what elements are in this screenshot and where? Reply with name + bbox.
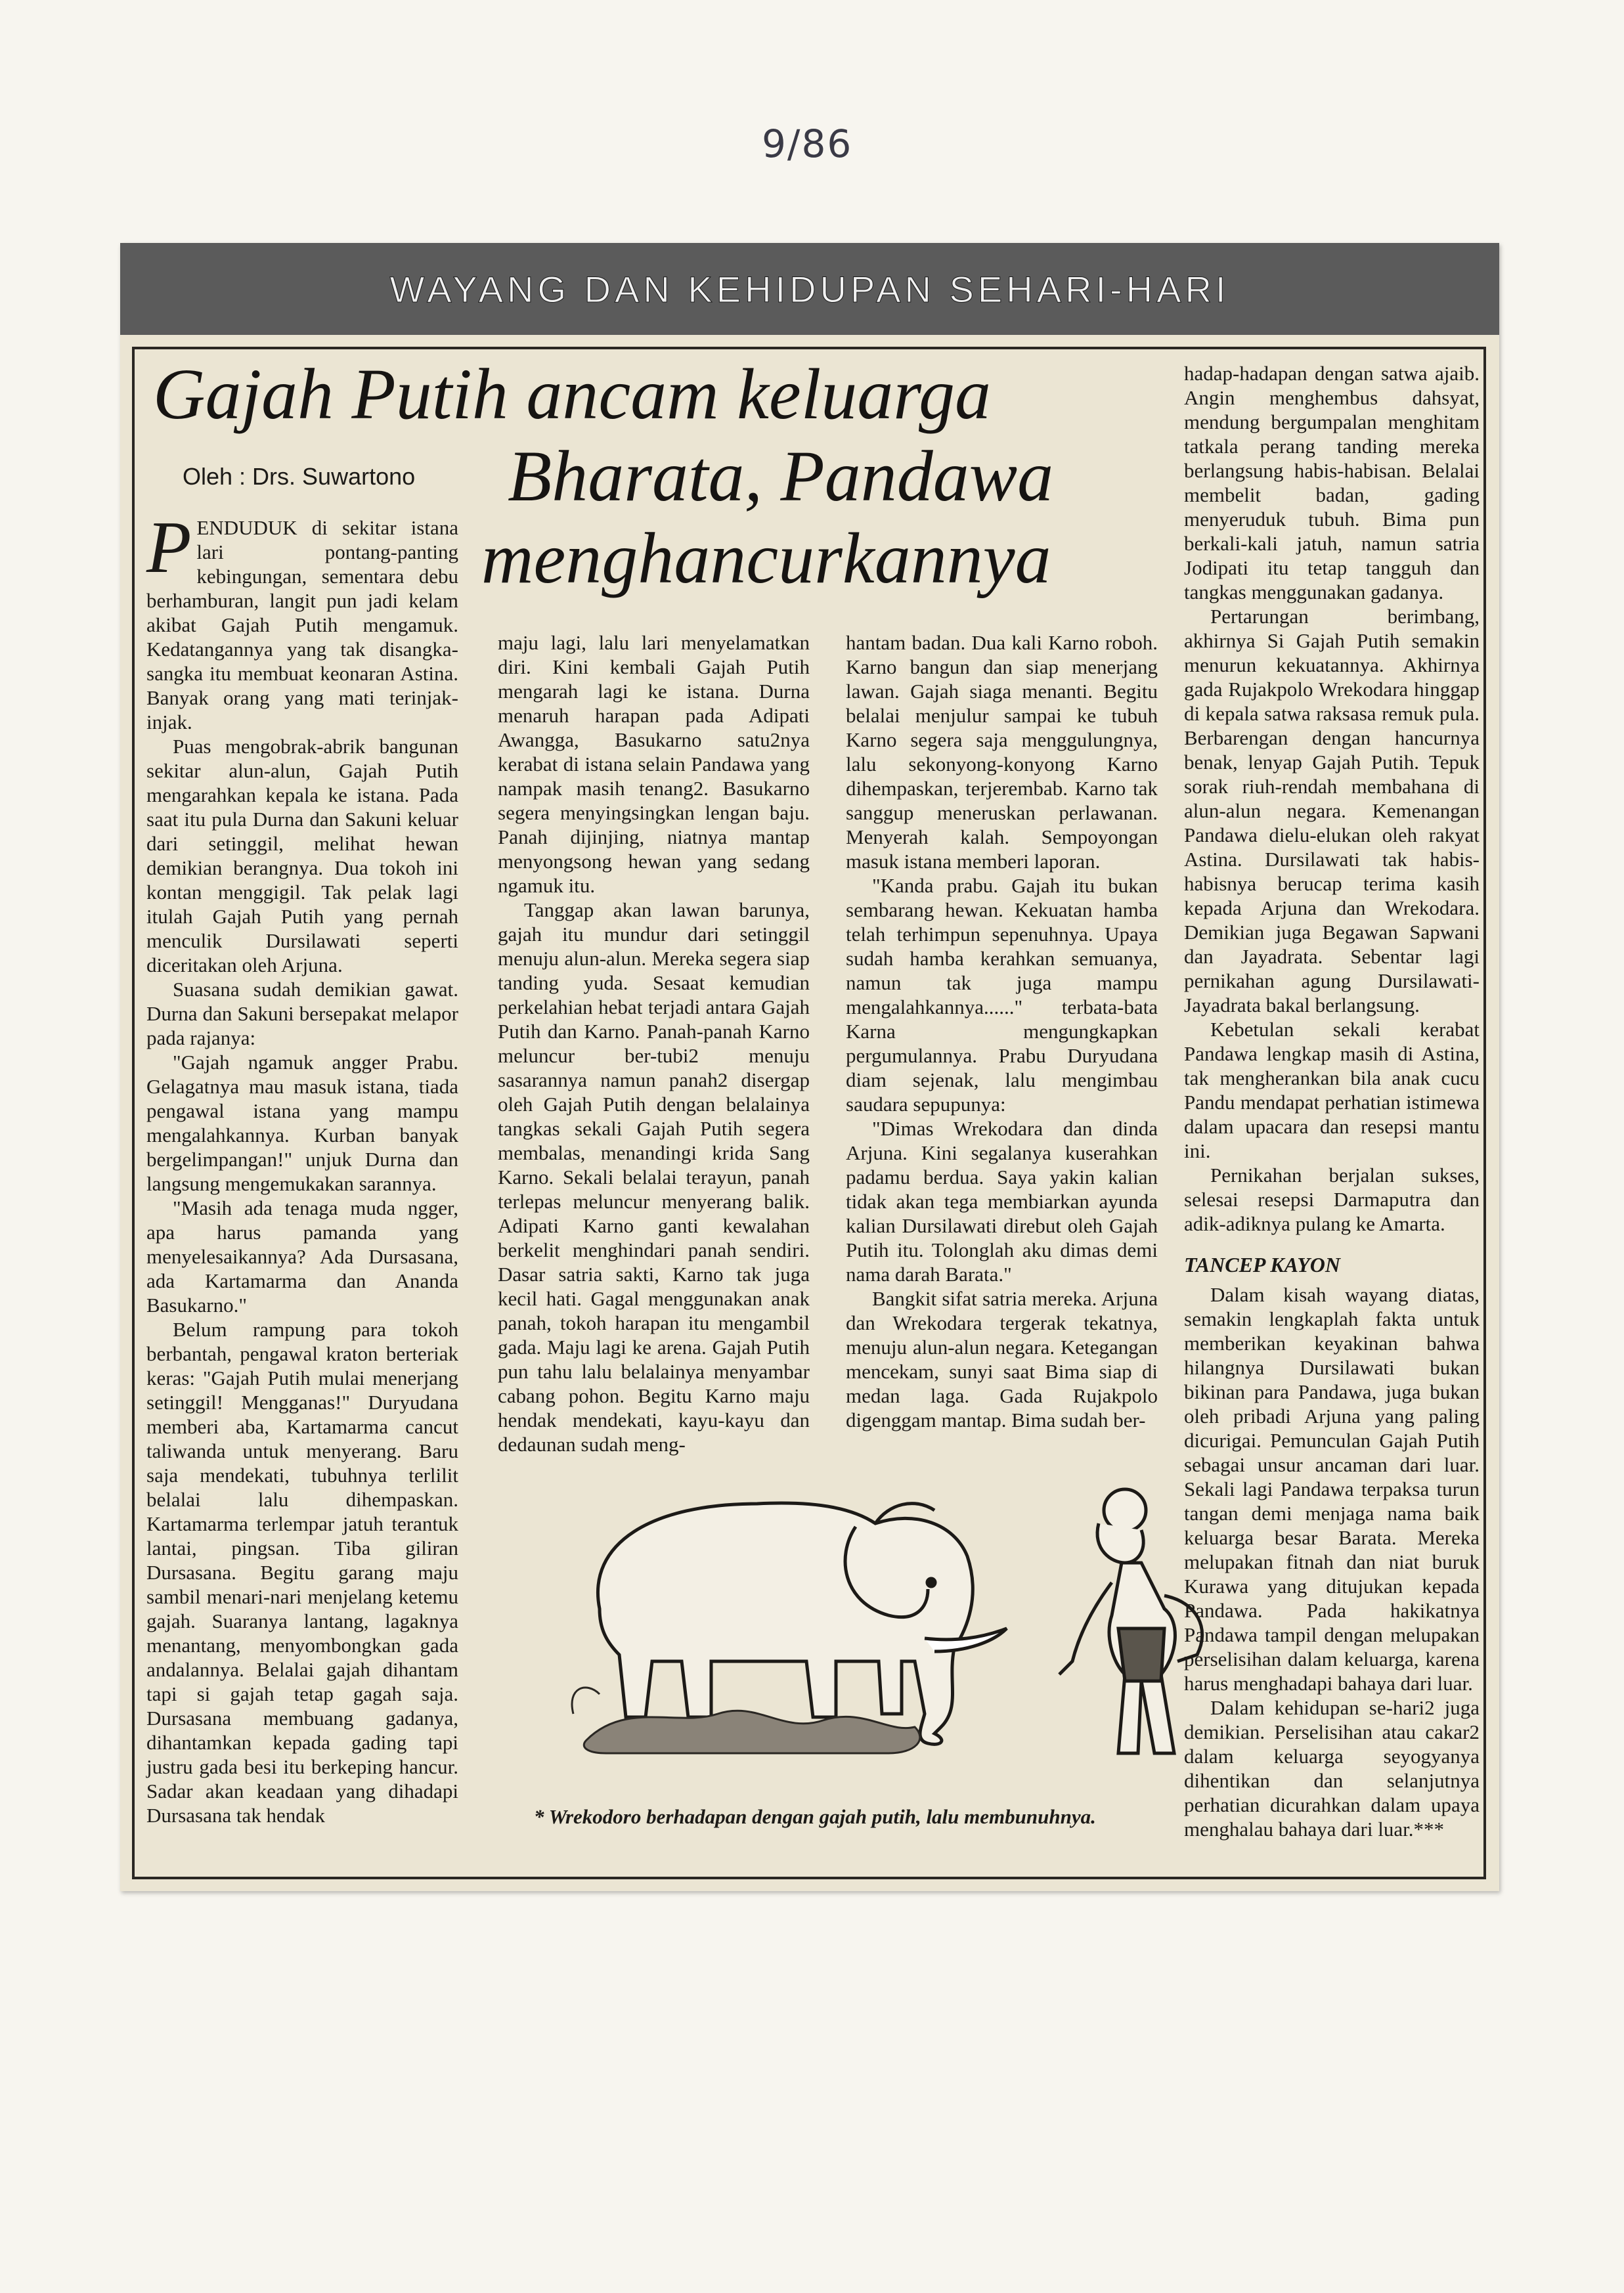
elephant-figure xyxy=(598,1503,1007,1744)
paragraph: Pernikahan berjalan sukses, selesai resepsi Darmaputra dan adik-adiknya pulang ke Amarta. xyxy=(1184,1164,1480,1235)
paragraph: "Gajah ngamuk angger Prabu. Gelagatnya mau masuk istana, tiada pengawal istana yang mampu mengalahkannya. Kurban banyak bergelimpangan!" unjuk Durna dan langsung mengemukakan sarannya. xyxy=(146,1051,458,1195)
handwritten-note: 9/86 xyxy=(762,121,853,166)
wrekodara-wayang-figure xyxy=(1059,1489,1202,1753)
paragraph: "Dimas Wrekodara dan dinda Arjuna. Kini segalanya kuserahkan padamu berdua. Saya yakin kalian tidak akan tega membiarkan ayunda kalian Dursilawati direbut oleh Gajah Putih itu. Tolonglah aku dimas demi nama darah Barata." xyxy=(846,1117,1158,1286)
article-column-2 xyxy=(498,630,810,1456)
byline: Oleh : Drs. Suwartono xyxy=(183,463,416,490)
paragraph: Dalam kehidupan se-hari2 juga demikian. Perselisihan atau cakar2 dalam keluarga seyogyanya dihentikan dan selanjutnya perhatian dicurahkan dalam upaya menghalau bahaya dari luar.*** xyxy=(1184,1696,1480,1841)
headline-line2: Bharata, Pandawa xyxy=(508,436,1054,516)
section-banner-text: WAYANG DAN KEHIDUPAN SEHARI-HARI xyxy=(389,268,1230,310)
headline-line3: menghancurkannya xyxy=(481,518,1051,598)
paragraph: PENDUDUK di sekitar istana lari pontang-panting kebingungan, sementara debu berhamburan, langit pun jadi kelam akibat Gajah Putih mengamuk. Kedatangannya yang tak disangka-sangka itu membuat keonaran Astina. Banyak orang yang mati terinjak-injak. xyxy=(146,507,458,733)
paragraph: Bangkit sifat satria mereka. Arjuna dan Wrekodara tergerak tekatnya, menuju alun-alun negara. Ketegangan mencekam, sunyi saat Bima siap di medan laga. Gada Rujakpolo digenggam mantap. Bima sudah ber- xyxy=(846,1287,1158,1431)
paragraph: "Masih ada tenaga muda ngger, apa harus pamanda yang menyelesaikannya? Ada Dursasana, ada Kartamarma dan Ananda Basukarno." xyxy=(146,1196,458,1317)
paragraph: Kebetulan sekali kerabat Pandawa lengkap masih di Astina, tak mengherankan bila anak cucu Pandu mendapat perhatian istimewa dalam upacara dan resepsi mantu ini. xyxy=(1184,1018,1480,1162)
paragraph: maju lagi, lalu lari menyelamatkan diri. Kini kembali Gajah Putih mengarah lagi ke istana. Durna menaruh harapan pada Adipati Awangga, Basukarno satu2nya kerabat di istana selain Pandawa yang nampak masih tenang2. Basukarno segera menyingsingkan lengan baju. Panah dijinjing, niatnya mantap menyongsong hewan yang sedang ngamuk itu. xyxy=(498,631,810,897)
article-column-3 xyxy=(846,630,1158,1432)
paragraph: hadap-hadapan dengan satwa ajaib. Angin menghembus dahsyat, mendung bergumpalan menghitam tatkala perang tanding mereka berlangsung habis-habisan. Belalai membelit badan, gading menyeruduk tubuh. Bima pun berkali-kali jatuh, namun satria Jodipati itu tetap tangguh dan tangkas menggunakan gadanya. xyxy=(1184,362,1480,603)
image-caption: * Wrekodoro berhadapan dengan gajah putih, lalu membunuhnya. xyxy=(534,1805,1096,1828)
paragraph: "Kanda prabu. Gajah itu bukan sembarang hewan. Kekuatan hamba telah terhimpun sepenuhnya. Upaya sudah hamba kerahkan semuanya, namun tak juga mampu mengalahkannya......" terbata-bata Karna mengungkapkan pergumulannya. Prabu Duryudana diam sejenak, lalu mengimbau saudara sepupunya: xyxy=(846,874,1158,1116)
wayang-elephant-illustration xyxy=(547,1464,1269,1760)
drop-cap: P xyxy=(146,507,192,588)
subheading: TANCEP KAYON xyxy=(1184,1253,1340,1277)
article-column-1 xyxy=(146,507,458,1827)
paragraph: Belum rampung para tokoh berbantah, pengawal kraton berteriak keras: "Gajah Putih mulai menerjang setinggil! Mengganas!" Duryudana memberi aba, Kartamarma cancut taliwanda untuk menyerang. Baru saja mendekati, tubuhnya terlilit belalai lalu dihempaskan. Kartamarma terlempar jatuh terantuk lantai, pingsan. Tiba giliran Dursasana. Begitu garang maju sambil menari-nari menjelang ketemu gajah. Suaranya lantang, lagaknya menantang, menyombongkan gada andalannya. Belalai gajah dihantam tapi si gajah tetap gagah saja. Dursasana membuang gadanya, dihantamkan kepada gading tapi justru gada besi itu berkeping hancur. Sadar akan keadaan yang dihadapi Dursasana tak hendak xyxy=(146,1318,458,1827)
paragraph: hantam badan. Dua kali Karno roboh. Karno bangun dan siap menerjang lawan. Gajah siaga menanti. Begitu belalai menjulur sampai ke tubuh Karno segera saja menggulungnya, lalu sekonyong-konyong Karno dihempaskan, terjerembab. Karno tak sanggup meneruskan perlawanan. Menyerah kalah. Sempoyongan masuk istana memberi laporan. xyxy=(846,631,1158,873)
headline-line1: Gajah Putih ancam keluarga xyxy=(153,354,992,434)
newspaper-clipping xyxy=(120,243,1499,1891)
section-banner xyxy=(120,243,1499,335)
paragraph: Tanggap akan lawan barunya, gajah itu mundur dari setinggil menuju alun-alun. Mereka segera siap tanding yuda. Sesaat kemudian perkelahian hebat terjadi antara Gajah Putih dan Karno. Panah-panah Karno meluncur ber-tubi2 menuju sasarannya namun panah2 disergap oleh Gajah Putih dengan belalainya tangkas sekali Gajah Putih segera membalas, menandingi krida Sang Karno. Sekali belalai terayun, panah terlepas meluncur menyerang balik. Adipati Karno ganti kewalahan berkelit menghindari panah sendiri. Dasar satria sakti, Karno tak juga kecil hati. Gagal menggunakan anak panah, tokoh harapan itu mengambil gada. Maju lagi ke arena. Gajah Putih pun tahu lalu belalainya menyambar cabang pohon. Begitu Karno maju hendak mendekati, kayu-kayu dan dedaunan sudah meng- xyxy=(498,898,810,1456)
paragraph: Puas mengobrak-abrik bangunan sekitar alun-alun, Gajah Putih mengarahkan kepala ke istana. Pada saat itu pula Durna dan Sakuni keluar dari setinggil, melihat hewan demikian berangnya. Dua tokoh ini kontan menggigil. Tak pelak lagi itulah Gajah Putih yang pernah menculik Dursilawati seperti diceritakan oleh Arjuna. xyxy=(146,735,458,976)
paragraph: Suasana sudah demikian gawat. Durna dan Sakuni bersepakat melapor pada rajanya: xyxy=(146,978,458,1049)
paragraph: Pertarungan berimbang, akhirnya Si Gajah Putih semakin menurun kekuatannya. Akhirnya gada Rujakpolo Wrekodara hinggap di kepala satwa raksasa remuk pula. Berbarengan dengan hancurnya benak, lenyap Gajah Putih. Tepuk sorak riuh-rendah membahana di alun-alun negara. Kemenangan Pandawa dielu-elukan oleh rakyat Astina. Dursilawati tak habis-habisnya berucap terima kasih kepada Arjuna dan Wrekodara. Demikian juga Begawan Sapwani dan Jayadrata. Sebentar lagi pernikahan agung Dursilawati-Jayadrata bakal berlangsung. xyxy=(1184,605,1480,1016)
paragraph: Dalam kisah wayang diatas, semakin lengkaplah fakta untuk memberikan keyakinan bahwa hilangnya Dursilawati bukan bikinan para Pandawa, juga bukan oleh pribadi Arjuna yang paling dicurigai. Pemunculan Gajah Putih sebagai unsur ancaman dari luar. Sekali lagi Pandawa terpaksa turun tangan demi menjaga nama baik keluarga besar Barata. Mereka melupakan fitnah dan niat buruk Kurawa yang ditujukan kepada Pandawa. Pada hakikatnya Pandawa tampil dengan melupakan perselisihan dalam keluarga, karena harus menghadapi bahaya dari luar. xyxy=(1184,1283,1480,1695)
